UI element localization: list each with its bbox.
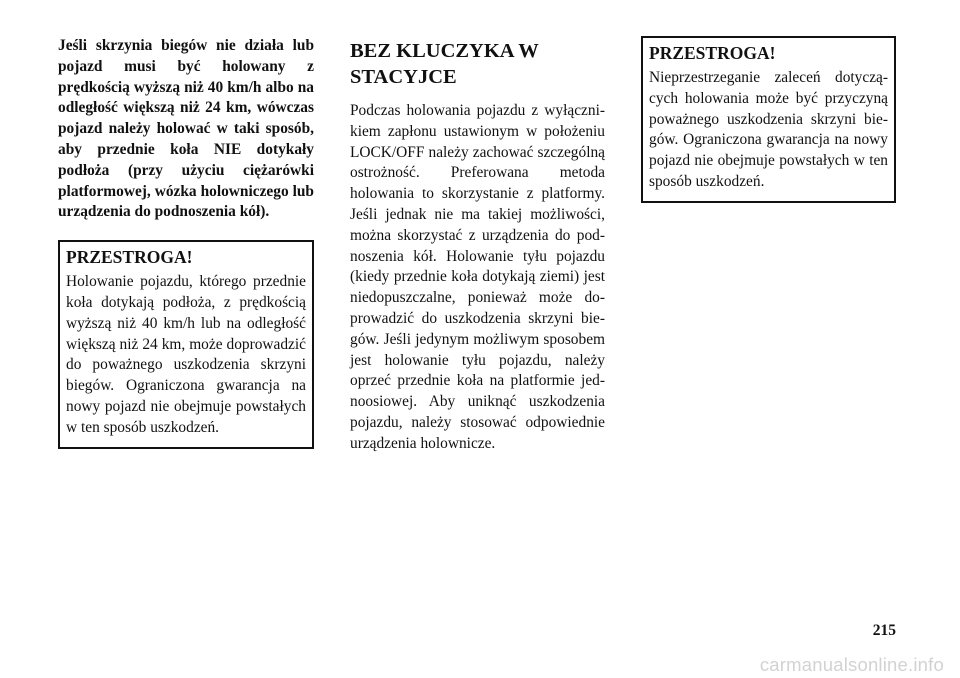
page-number: 215 [872,622,896,639]
section-paragraph: Podczas holowania pojazdu z wyłącznikiem zapłonu ustawionym w położeniu LOCK/OFF należy zachować szczególną ostrożność. Preferowana metoda holowania to skorzystanie z platformy. Jeśli jednak nie ma takiej możliwości, można skorzystać z urządzenia do podnoszenia kół. Holowanie tyłu pojazdu (kiedy przednie koła dotykają ziemi) jest niedopuszczalne, ponieważ może doprowadzić do uszkodzenia skrzyni biegów. Jeśli jedynym możliwym sposobem jest holowanie tyłu pojazdu, należy oprzeć przednie koła na platformie jednoosiowej. Aby uniknąć uszkodzenia pojazdu, należy stosować odpowiednie urządzenia holownicze. [350,102,605,452]
section-heading: BEZ KLUCZYKA W STACYJCE [350,40,539,88]
caution-box-towing-speed [58,240,314,448]
caution-body: Holowanie pojazdu, którego przednie koła dotykają podłoża, z prędkością wyższą niż 40 km/h lub na odległość większą niż 24 km, może doprowadzić do poważnego uszkodzenia skrzyni biegów. Ograniczona gwarancja na nowy pojazd nie obejmuje powstałych w ten sposób uszkodzeń. [66,273,306,436]
caution-title: PRZESTROGA! [66,247,193,268]
caution-body: Nieprzestrzeganie zaleceń dotyczących holowania może być przyczyną poważnego uszkodzenia skrzyni biegów. Ograniczona gwarancja na nowy pojazd nie obejmuje powstałych w ten sposób uszkodzeń. [649,69,888,190]
caution-box-towing-recommendations [641,36,896,203]
right-column [641,36,896,203]
watermark: carmanualsonline.info [759,654,944,675]
caution-title: PRZESTROGA! [649,43,776,63]
middle-column [350,36,605,455]
towing-warning-paragraph: Jeśli skrzynia biegów nie działa lub pojazd musi być holowany z prędkością wyższą niż 40 km/h albo na odległość większą niż 24 km, wówczas pojazd należy holować w taki sposób, aby przednie koła NIE dotykały podłoża (przy użyciu ciężarówki platformowej, wózka holowniczego lub urządzenia do podnoszenia kół). [58,37,314,221]
left-column [58,36,314,449]
